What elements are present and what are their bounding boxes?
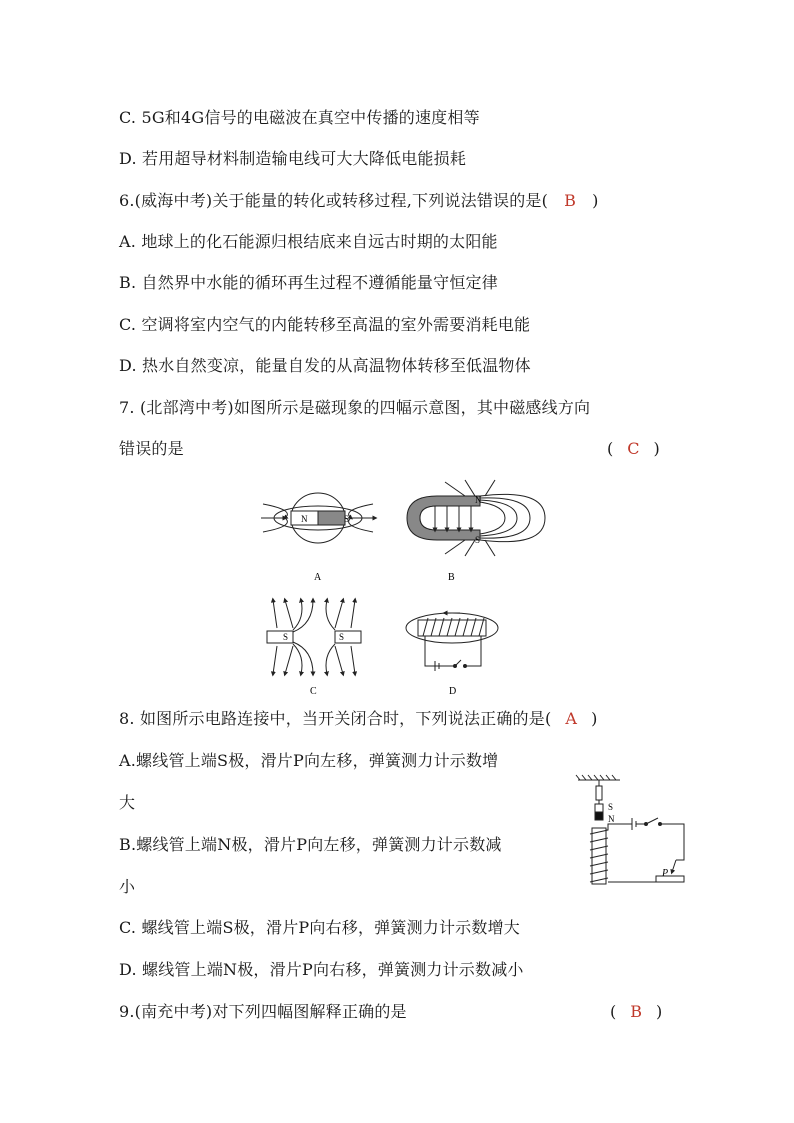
q9-answer: B (630, 1002, 643, 1021)
fig-b-caption: B (448, 572, 455, 583)
q6-close-paren: ) (592, 191, 599, 210)
q9-close-paren: ) (656, 1002, 663, 1021)
fig-a-caption: A (314, 572, 322, 583)
circuit-figure (572, 772, 702, 892)
q8-close-paren: ) (591, 709, 598, 728)
fig-c-right-pole: S (339, 632, 345, 642)
q8-option-c: C. 螺线管上端S极，滑片P向右移，弹簧测力计示数增大 (119, 918, 520, 937)
q6-answer: B (564, 191, 577, 210)
q8-option-b: B.螺线管上端N极，滑片P向左移，弹簧测力计示数减 (119, 835, 502, 854)
q6-option-d: D. 热水自然变凉，能量自发的从高温物体转移至低温物体 (119, 356, 531, 375)
q6-option-b: B. 自然界中水能的循环再生过程不遵循能量守恒定律 (119, 273, 498, 292)
q8-stem (119, 708, 598, 730)
fig-d-caption: D (449, 686, 457, 697)
q8-option-b-cont: 小 (119, 877, 136, 896)
q5-option-c: C. 5G和4G信号的电磁波在真空中传播的速度相等 (119, 108, 480, 127)
figure-d-solenoid (406, 613, 498, 671)
q8-option-a: A.螺线管上端S极，滑片P向左移，弹簧测力计示数增 (119, 751, 499, 770)
q9-answer-paren (610, 1001, 662, 1023)
q6-option-c: C. 空调将室内空气的内能转移至高温的室外需要消耗电能 (119, 315, 531, 334)
q9-stem: 9.(南充中考)对下列四幅图解释正确的是 (119, 1002, 407, 1021)
q7-answer-paren (607, 438, 660, 460)
q6-option-a: A. 地球上的化石能源归根结底来自远古时期的太阳能 (119, 232, 498, 251)
figure-a-bar-magnet (261, 493, 375, 543)
q7-answer: C (627, 439, 640, 458)
circuit-pole-n: N (608, 814, 615, 824)
q7-close-paren: ) (653, 439, 660, 458)
q8-option-d: D. 螺线管上端N极，滑片P向右移，弹簧测力计示数减小 (119, 960, 524, 979)
figure-c-like-poles (267, 600, 361, 674)
q7-open-paren: ( (607, 439, 614, 458)
fig-b-bottom-pole: S (475, 535, 481, 545)
q6-text: 6.(威海中考)关于能量的转化或转移过程,下列说法错误的是( (119, 191, 549, 210)
circuit-slider-p: P (662, 868, 669, 879)
fig-b-top-pole: N (475, 495, 482, 505)
fig-a-right-pole: S (344, 514, 350, 524)
fig-a-left-pole: N (301, 514, 308, 524)
q7-stem: 7. (北部湾中考)如图所示是磁现象的四幅示意图，其中磁感线方向 (119, 398, 591, 417)
q8-option-a-cont: 大 (119, 793, 136, 812)
q8-answer: A (565, 709, 578, 728)
q7-stem-cont: 错误的是 (119, 439, 184, 458)
q6-stem (119, 190, 599, 212)
q5-option-d: D. 若用超导材料制造输电线可大大降低电能损耗 (119, 149, 467, 168)
fig-c-caption: C (310, 686, 317, 697)
magnet-figures (255, 478, 555, 704)
circuit-pole-s: S (608, 802, 614, 812)
q9-open-paren: ( (610, 1002, 617, 1021)
fig-c-left-pole: S (283, 632, 289, 642)
q8-text: 8. 如图所示电路连接中，当开关闭合时，下列说法正确的是( (119, 709, 552, 728)
